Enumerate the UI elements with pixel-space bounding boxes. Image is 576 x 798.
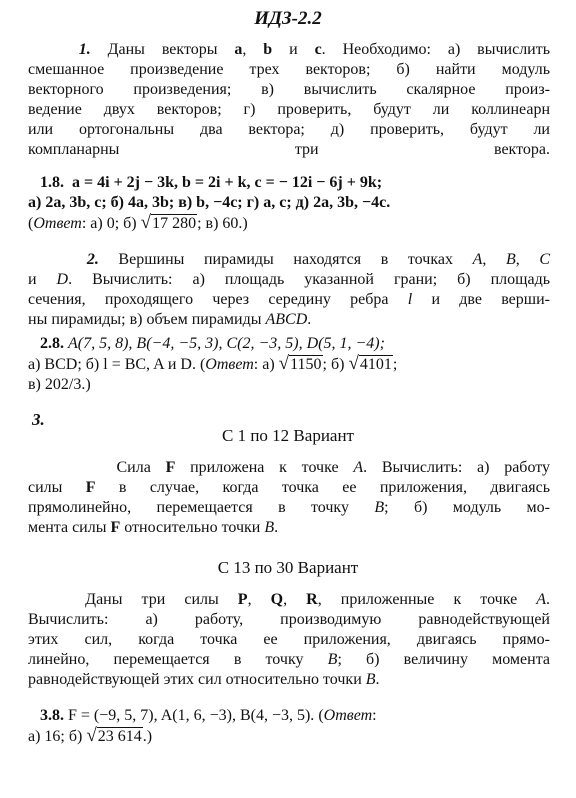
task2-variant-number: 2.8.: [40, 335, 64, 352]
task1-variant-number: 1.8.: [40, 174, 64, 191]
task1-variant: 1.8. a = 4i + 2j − 3k, b = 2i + k, c = − 12i − 6j + 9k; а) 2a, 3b, c; б) 4a, 3b; в) b, −4c; г) a, c; д) 2a, 3b, −4c. (Ответ: а) 0; б) √17 280; в) 60.): [28, 174, 391, 233]
task2-text: 2. Вершины пирамиды находятся в точках A, B, C и D. Вычислить: а) площадь указанной грани; б) площадь сечения, проходящего через середину ребра l и две верши- ны пирамиды; в) объем пирамиды ABCD.: [28, 251, 551, 328]
task1-answer-a: а) 0; б): [90, 215, 137, 232]
task3-text2: Даны три силы P, Q, R, приложенные к точке A. Вычислить: а) работу, производимую равнодействующей этих сил, когда точка ее приложения, двигаясь прямо- линейно, перемещается в точку B; б) величину момента равнодействующей этих сил относительно точки B.: [28, 591, 551, 688]
task3-answer-a: а) 16; б): [28, 728, 83, 745]
task3-text1: Сила F приложена к точке A. Вычислить: а) работу силы F в случае, когда точка ее приложения, двигаясь прямолинейно, перемещается в точку B; б) модуль мо- мента силы F относительно точки B.: [28, 459, 551, 536]
page-title: ИДЗ-2.2: [254, 8, 322, 29]
task3-answer-sqrt: √23 614: [86, 725, 142, 746]
task2-variant: 2.8. A(7, 5, 8), B(−4, −5, 3), C(2, −3, 5), D(5, 1, −4); а) BCD; б) l = BC, A и D. (Ответ: а) √1150; б) √4101; в) 202/3.): [28, 335, 398, 393]
task3-data: F = (−9, 5, 7), A(1, 6, −3), B(4, −3, 5).: [68, 707, 315, 724]
task2-answer-label: Ответ: [205, 356, 254, 373]
variant-heading-1: С 1 по 12 Вариант: [222, 426, 354, 445]
task3-answer-label: Ответ: [323, 707, 373, 724]
task1-answer-sqrt: √17 280: [140, 212, 197, 233]
task3-variant: 3.8. F = (−9, 5, 7), A(1, 6, −3), B(4, −3, 5). (Ответ: а) 16; б) √23 614.): [28, 707, 377, 746]
task1-number: 1.: [78, 41, 91, 58]
task2-items: а) BCD; б) l = BC, A и D.: [28, 356, 196, 373]
task2-answer-c: в) 202/3.): [28, 376, 91, 393]
task1-vectors: a = 4i + 2j − 3k, b = 2i + k, c = − 12i − 6j + 9k;: [72, 174, 383, 191]
task1-text: 1. Даны векторы a, b и c. Необходимо: а) вычислить смешанное произведение трех векторов; б) найти модуль векторного произведения; в) вычислить скалярное произ- ведение двух векторов; г) проверить, будут ли коллинеарн или ортогональны два вектора; д) проверить, будут ли компланарны три вектора.: [28, 41, 551, 158]
task2-answer-sqrt-b: √4101: [348, 353, 392, 374]
task2-answer-sqrt-a: √1150: [278, 353, 322, 374]
task1-items: а) 2a, 3b, c; б) 4a, 3b; в) b, −4c; г) a, c; д) 2a, 3b, −4c.: [28, 194, 391, 211]
task1-answer-label: Ответ: [33, 215, 82, 232]
task3-variant-number: 3.8.: [40, 707, 64, 724]
task2-points: A(7, 5, 8), B(−4, −5, 3), C(2, −3, 5), D(5, 1, −4);: [68, 335, 385, 352]
variant-heading-2: С 13 по 30 Вариант: [217, 558, 359, 577]
task3-number: 3.: [32, 410, 45, 429]
task1-answer-c: ; в) 60.): [197, 215, 248, 232]
task2-number: 2.: [86, 251, 99, 268]
